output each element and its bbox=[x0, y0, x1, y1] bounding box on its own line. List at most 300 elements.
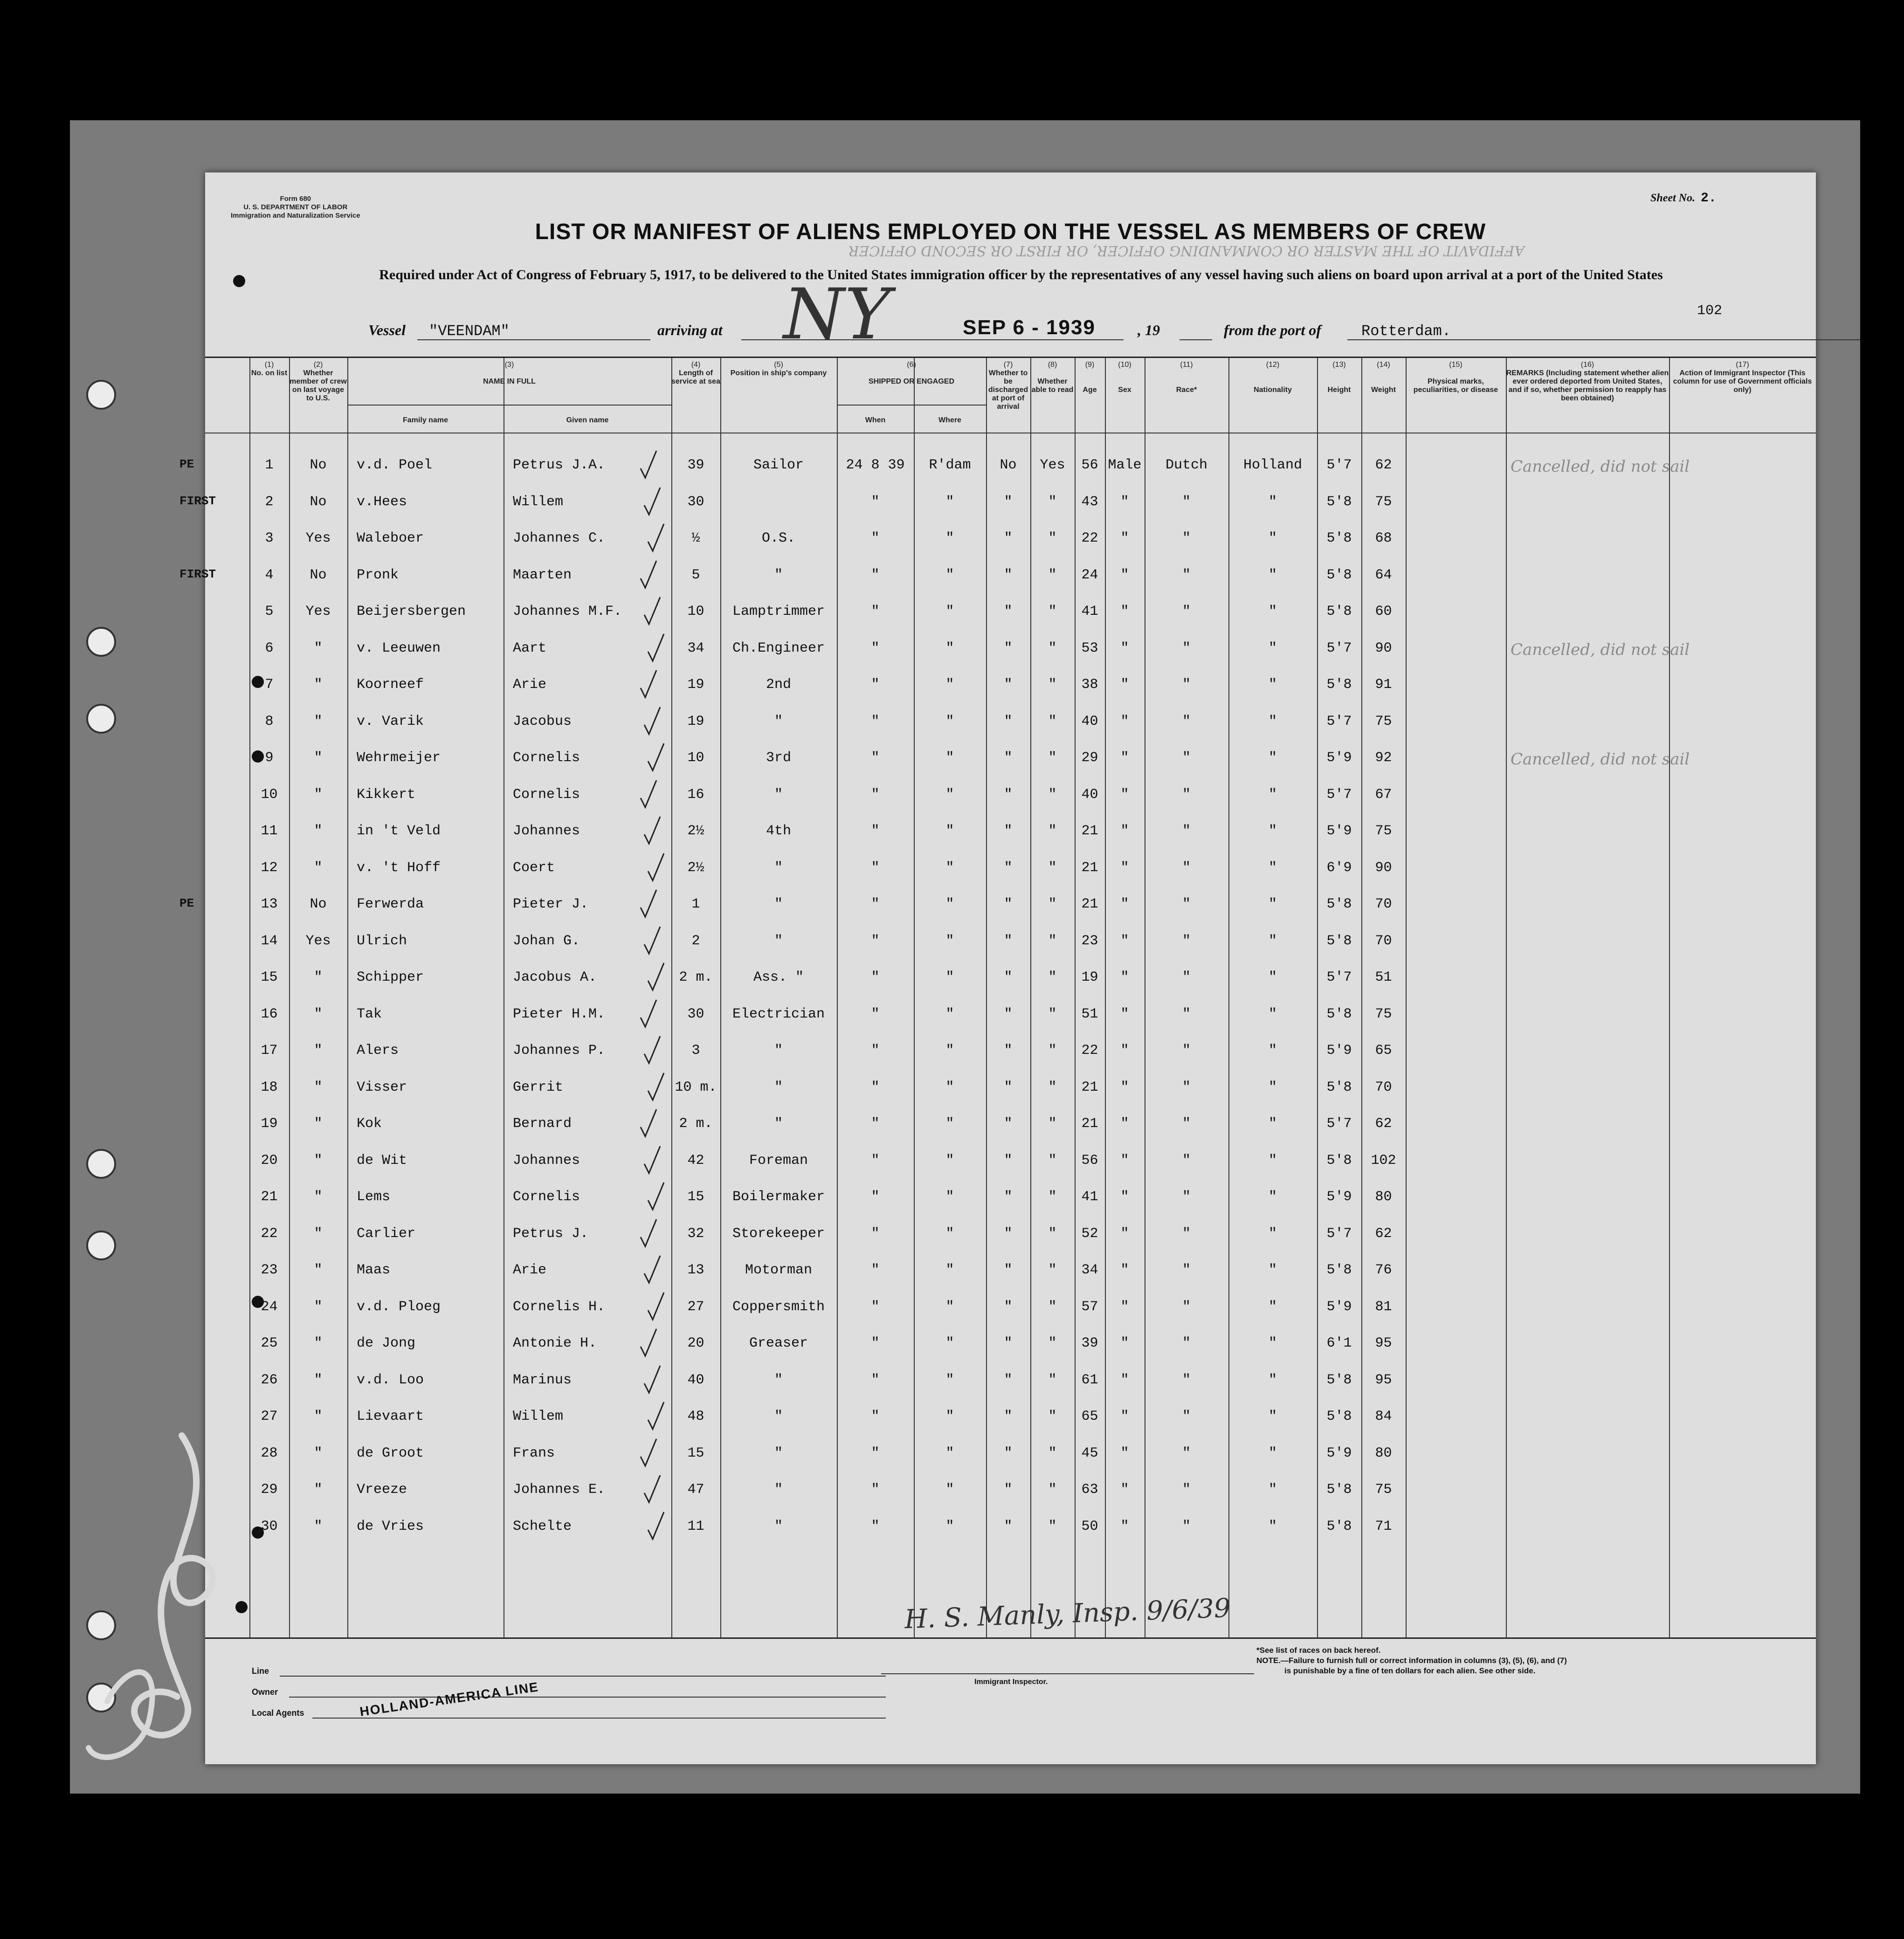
margin-annotation: PE bbox=[179, 896, 194, 910]
cell-service: 15 bbox=[687, 1445, 704, 1461]
cell-discharge: " bbox=[1004, 640, 1013, 656]
cell-discharge: " bbox=[1004, 933, 1013, 949]
cell-position: " bbox=[774, 786, 783, 803]
cell-height: 5'7 bbox=[1326, 1116, 1352, 1132]
cell-nationality: " bbox=[1268, 859, 1277, 876]
cell-service: 42 bbox=[687, 1152, 704, 1169]
checkmark-icon bbox=[639, 559, 657, 591]
cell-discharge: " bbox=[1004, 1043, 1013, 1059]
cell-sex: " bbox=[1120, 859, 1129, 876]
cell-discharge: No bbox=[1000, 457, 1017, 473]
cell-no: 6 bbox=[265, 640, 274, 656]
cell-when: " bbox=[871, 1189, 880, 1205]
cell-age: 29 bbox=[1081, 750, 1098, 766]
cell-when: " bbox=[871, 1043, 880, 1059]
header-col-3: (3) NAME IN FULL bbox=[483, 361, 536, 385]
cell-service: 47 bbox=[687, 1482, 704, 1498]
cell-position: " bbox=[774, 713, 783, 729]
cell-prev: " bbox=[314, 713, 323, 729]
binder-hole bbox=[86, 704, 116, 734]
cell-nationality: " bbox=[1268, 640, 1277, 656]
cell-position: " bbox=[774, 1079, 783, 1095]
cell-weight: 75 bbox=[1375, 823, 1392, 839]
form-department: U. S. DEPARTMENT OF LABOR bbox=[243, 203, 348, 211]
header-col-16: (16) REMARKS (Including statement whether alien ever ordered deported from United States, and if so, whether permission to reapply has been obtained) bbox=[1506, 361, 1669, 402]
cell-when: " bbox=[871, 823, 880, 839]
cell-sex: " bbox=[1120, 494, 1129, 510]
checkmark-icon bbox=[646, 852, 665, 884]
cell-family: Vreeze bbox=[357, 1482, 407, 1498]
header-col-7: (7) Whether to be discharged at port of arrival bbox=[988, 361, 1028, 411]
cell-family: Lievaart bbox=[357, 1409, 424, 1424]
cell-discharge: " bbox=[1004, 750, 1013, 766]
cell-nationality: Holland bbox=[1243, 457, 1303, 473]
cell-race: " bbox=[1182, 640, 1191, 656]
binder-hole bbox=[86, 627, 116, 657]
cell-height: 5'8 bbox=[1326, 1409, 1352, 1424]
table-row bbox=[205, 1510, 1816, 1547]
cell-weight: 62 bbox=[1375, 1225, 1392, 1242]
cell-family: Alers bbox=[357, 1043, 399, 1059]
cell-no: 1 bbox=[265, 457, 274, 473]
cell-prev: " bbox=[314, 786, 323, 803]
form-identifier bbox=[231, 195, 360, 220]
cell-when: " bbox=[871, 896, 880, 912]
cell-remarks: Cancelled, did not sail bbox=[1511, 457, 1690, 476]
table-row bbox=[179, 486, 1816, 522]
footer-note-penalty: NOTE.—Failure to furnish full or correct information in columns (3), (5), (6), and (7) bbox=[1256, 1656, 1567, 1665]
cell-age: 51 bbox=[1081, 1006, 1098, 1022]
cell-weight: 70 bbox=[1375, 896, 1392, 912]
cell-family: Pronk bbox=[357, 567, 399, 583]
checkmark-icon bbox=[646, 742, 665, 774]
cell-given: Antonie H. bbox=[513, 1335, 597, 1351]
cell-sex: " bbox=[1120, 1372, 1129, 1388]
margin-annotation: PE bbox=[179, 457, 194, 471]
cell-when: " bbox=[871, 530, 880, 546]
cell-prev: No bbox=[310, 457, 327, 473]
cell-age: 21 bbox=[1081, 1116, 1098, 1132]
cell-nationality: " bbox=[1268, 1518, 1277, 1534]
cell-where: " bbox=[945, 970, 954, 985]
cell-where: " bbox=[945, 1409, 954, 1424]
cell-discharge: " bbox=[1004, 786, 1013, 803]
cell-no: 8 bbox=[265, 713, 274, 729]
cell-age: 19 bbox=[1081, 970, 1098, 985]
cell-weight: 51 bbox=[1375, 970, 1392, 985]
cell-nationality: " bbox=[1268, 1299, 1277, 1315]
cell-nationality: " bbox=[1268, 933, 1277, 949]
cell-height: 5'7 bbox=[1326, 970, 1352, 985]
cell-when: " bbox=[871, 604, 880, 619]
cell-height: 5'8 bbox=[1326, 530, 1352, 546]
cell-where: " bbox=[945, 677, 954, 693]
cell-sex: " bbox=[1120, 1189, 1129, 1205]
cell-discharge: " bbox=[1004, 1225, 1013, 1242]
cell-given: Cornelis bbox=[513, 786, 580, 803]
table-row bbox=[205, 778, 1816, 815]
cell-race: " bbox=[1182, 1262, 1191, 1278]
cell-when: " bbox=[871, 1335, 880, 1351]
cell-service: 27 bbox=[687, 1299, 704, 1315]
cell-read: Yes bbox=[1040, 457, 1065, 473]
cell-nationality: " bbox=[1268, 567, 1277, 583]
cell-race: " bbox=[1182, 1225, 1191, 1242]
header-col-8: (8) Whether able to read bbox=[1031, 361, 1074, 394]
cell-race: " bbox=[1182, 713, 1191, 729]
cell-sex: " bbox=[1120, 567, 1129, 583]
cell-weight: 95 bbox=[1375, 1372, 1392, 1388]
cell-service: ½ bbox=[691, 530, 700, 546]
cell-sex: " bbox=[1120, 1225, 1129, 1242]
footer-note bbox=[1256, 1645, 1567, 1676]
cell-nationality: " bbox=[1268, 1043, 1277, 1059]
cell-where: " bbox=[945, 567, 954, 583]
cell-race: " bbox=[1182, 494, 1191, 510]
cell-service: 16 bbox=[687, 786, 704, 803]
cell-position: " bbox=[774, 1043, 783, 1059]
cell-race: " bbox=[1182, 1409, 1191, 1424]
cell-nationality: " bbox=[1268, 1262, 1277, 1278]
cell-position: " bbox=[774, 1116, 783, 1132]
header-col-15: (15) Physical marks, peculiarities, or disease bbox=[1413, 361, 1498, 394]
cell-height: 5'9 bbox=[1326, 1189, 1352, 1205]
cell-weight: 92 bbox=[1375, 750, 1392, 766]
cell-weight: 68 bbox=[1375, 530, 1392, 546]
cell-prev: " bbox=[314, 1482, 323, 1498]
cell-family: Ferwerda bbox=[357, 896, 424, 912]
cell-height: 5'8 bbox=[1326, 1262, 1352, 1278]
header-given-name: Given name bbox=[566, 416, 609, 424]
cell-race: " bbox=[1182, 1482, 1191, 1498]
cell-no: 17 bbox=[261, 1043, 278, 1059]
cell-race: " bbox=[1182, 859, 1191, 876]
cell-prev: " bbox=[314, 1335, 323, 1351]
cell-service: 10 bbox=[687, 750, 704, 766]
cell-race: " bbox=[1182, 1372, 1191, 1388]
header-col-6: (6) SHIPPED OR ENGAGED bbox=[868, 361, 955, 385]
cell-position: 3rd bbox=[766, 750, 791, 766]
cell-position: Sailor bbox=[753, 457, 804, 473]
cell-height: 6'1 bbox=[1326, 1335, 1352, 1351]
cell-family: v.d. Poel bbox=[357, 457, 433, 473]
cell-service: 15 bbox=[687, 1189, 704, 1205]
cell-no: 26 bbox=[261, 1372, 278, 1388]
form-number: Form 680 bbox=[280, 195, 311, 203]
cell-discharge: " bbox=[1004, 1152, 1013, 1169]
cell-read: " bbox=[1048, 713, 1057, 729]
cell-height: 5'8 bbox=[1326, 1372, 1352, 1388]
checkmark-icon bbox=[642, 1254, 661, 1286]
checkmark-icon bbox=[642, 1034, 661, 1067]
cell-family: in 't Veld bbox=[357, 823, 441, 839]
cell-discharge: " bbox=[1004, 1299, 1013, 1315]
cell-no: 11 bbox=[261, 823, 278, 839]
cell-prev: No bbox=[310, 494, 327, 510]
cell-height: 5'8 bbox=[1326, 1079, 1352, 1095]
cell-where: " bbox=[945, 1335, 954, 1351]
checkmark-icon bbox=[642, 815, 661, 847]
cell-prev: " bbox=[314, 1189, 323, 1205]
cell-position: " bbox=[774, 567, 783, 583]
cell-race: " bbox=[1182, 677, 1191, 693]
cell-given: Petrus J.A. bbox=[513, 457, 606, 473]
cell-prev: " bbox=[314, 1409, 323, 1424]
cell-position: 2nd bbox=[766, 677, 791, 693]
cell-no: 20 bbox=[261, 1152, 278, 1169]
cell-when: " bbox=[871, 750, 880, 766]
cell-given: Cornelis bbox=[513, 750, 580, 766]
cell-discharge: " bbox=[1004, 494, 1013, 510]
cell-age: 23 bbox=[1081, 933, 1098, 949]
header-col-2: (2) Whether member of crew on last voyage to U.S. bbox=[290, 361, 347, 402]
cell-given: Willem bbox=[513, 494, 564, 510]
cell-age: 34 bbox=[1081, 1262, 1098, 1278]
cell-position: Coppersmith bbox=[732, 1299, 825, 1315]
cell-given: Johannes P. bbox=[513, 1043, 606, 1059]
cell-service: 30 bbox=[687, 1006, 704, 1022]
cell-position: " bbox=[774, 1518, 783, 1534]
inspector-signature: H. S. Manly, Insp. 9/6/39 bbox=[904, 1593, 1231, 1635]
cell-given: Frans bbox=[513, 1445, 555, 1461]
margin-annotation: FIRST bbox=[179, 567, 216, 581]
cell-nationality: " bbox=[1268, 1409, 1277, 1424]
cell-age: 21 bbox=[1081, 1079, 1098, 1095]
cell-no: 21 bbox=[261, 1189, 278, 1205]
cell-given: Bernard bbox=[513, 1116, 572, 1132]
cell-no: 7 bbox=[265, 677, 274, 693]
cell-no: 10 bbox=[261, 786, 278, 803]
cell-discharge: " bbox=[1004, 1079, 1013, 1095]
cell-given: Cornelis H. bbox=[513, 1299, 606, 1315]
cell-service: 19 bbox=[687, 677, 704, 693]
cell-weight: 90 bbox=[1375, 640, 1392, 656]
cell-age: 22 bbox=[1081, 530, 1098, 546]
cell-race: " bbox=[1182, 1189, 1191, 1205]
cell-when: " bbox=[871, 1152, 880, 1169]
cell-sex: " bbox=[1120, 1445, 1129, 1461]
cell-read: " bbox=[1048, 604, 1057, 619]
cell-prev: " bbox=[314, 1225, 323, 1242]
header-where: Where bbox=[938, 416, 961, 424]
cell-service: 2 m. bbox=[679, 970, 713, 985]
cell-given: Arie bbox=[513, 677, 547, 693]
cell-position: " bbox=[774, 1445, 783, 1461]
cell-age: 57 bbox=[1081, 1299, 1098, 1315]
cell-read: " bbox=[1048, 1409, 1057, 1424]
cell-position: Lamptrimmer bbox=[732, 604, 825, 619]
cell-service: 2 bbox=[691, 933, 700, 949]
cell-race: " bbox=[1182, 530, 1191, 546]
cell-height: 5'8 bbox=[1326, 1006, 1352, 1022]
cell-given: Willem bbox=[513, 1409, 564, 1424]
cell-no: 29 bbox=[261, 1482, 278, 1498]
cell-age: 38 bbox=[1081, 677, 1098, 693]
cell-family: Wehrmeijer bbox=[357, 750, 441, 766]
cell-family: Maas bbox=[357, 1262, 391, 1278]
cell-service: 3 bbox=[691, 1043, 700, 1059]
cell-given: Pieter H.M. bbox=[513, 1006, 606, 1022]
cell-age: 61 bbox=[1081, 1372, 1098, 1388]
cell-height: 5'7 bbox=[1326, 1225, 1352, 1242]
cell-when: " bbox=[871, 1225, 880, 1242]
cell-read: " bbox=[1048, 567, 1057, 583]
cell-no: 16 bbox=[261, 1006, 278, 1022]
cell-family: Kok bbox=[357, 1116, 382, 1132]
cell-race: " bbox=[1182, 970, 1191, 985]
cell-prev: " bbox=[314, 1299, 323, 1315]
cell-age: 40 bbox=[1081, 713, 1098, 729]
cell-where: " bbox=[945, 1152, 954, 1169]
cell-when: " bbox=[871, 713, 880, 729]
cell-sex: " bbox=[1120, 640, 1129, 656]
crew-table bbox=[179, 357, 1816, 1639]
cell-age: 40 bbox=[1081, 786, 1098, 803]
cell-position: 4th bbox=[766, 823, 791, 839]
cell-height: 5'9 bbox=[1326, 750, 1352, 766]
cell-sex: " bbox=[1120, 1482, 1129, 1498]
cell-weight: 76 bbox=[1375, 1262, 1392, 1278]
cell-no: 14 bbox=[261, 933, 278, 949]
cell-height: 5'7 bbox=[1326, 640, 1352, 656]
table-row bbox=[205, 815, 1816, 851]
binder-hole bbox=[86, 1149, 116, 1179]
cell-where: " bbox=[945, 1079, 954, 1095]
cell-family: de Groot bbox=[357, 1445, 424, 1461]
cell-nationality: " bbox=[1268, 494, 1277, 510]
cell-given: Marinus bbox=[513, 1372, 572, 1388]
cell-weight: 80 bbox=[1375, 1189, 1392, 1205]
table-row bbox=[205, 925, 1816, 961]
cell-family: v. Leeuwen bbox=[357, 640, 441, 656]
cell-height: 5'9 bbox=[1326, 1043, 1352, 1059]
table-row bbox=[205, 595, 1816, 632]
cell-remarks: Cancelled, did not sail bbox=[1511, 750, 1690, 769]
cell-no: 9 bbox=[265, 750, 274, 766]
table-row bbox=[205, 1181, 1816, 1217]
year-label: , 19 bbox=[1138, 322, 1160, 338]
vessel-label: Vessel bbox=[368, 322, 406, 338]
checkmark-icon bbox=[639, 668, 657, 701]
cell-discharge: " bbox=[1004, 1409, 1013, 1424]
cell-given: Petrus J. bbox=[513, 1225, 589, 1242]
cell-where: " bbox=[945, 1262, 954, 1278]
cell-race: " bbox=[1182, 1116, 1191, 1132]
cell-sex: " bbox=[1120, 1116, 1129, 1132]
cell-no: 12 bbox=[261, 859, 278, 876]
cell-given: Jacobus bbox=[513, 713, 572, 729]
cell-age: 43 bbox=[1081, 494, 1098, 510]
cell-read: " bbox=[1048, 1482, 1057, 1498]
cell-nationality: " bbox=[1268, 1152, 1277, 1169]
checkmark-icon bbox=[642, 925, 661, 957]
cell-prev: " bbox=[314, 750, 323, 766]
cell-height: 5'8 bbox=[1326, 933, 1352, 949]
cell-when: " bbox=[871, 933, 880, 949]
cell-nationality: " bbox=[1268, 677, 1277, 693]
cell-age: 53 bbox=[1081, 640, 1098, 656]
cell-family: Carlier bbox=[357, 1225, 416, 1242]
cell-age: 41 bbox=[1081, 604, 1098, 619]
cell-weight: 75 bbox=[1375, 1482, 1392, 1498]
cell-nationality: " bbox=[1268, 1225, 1277, 1242]
cell-sex: " bbox=[1120, 750, 1129, 766]
cell-when: " bbox=[871, 1299, 880, 1315]
header-family-name: Family name bbox=[403, 416, 448, 424]
cell-nationality: " bbox=[1268, 604, 1277, 619]
checkmark-icon bbox=[639, 1107, 657, 1140]
cell-read: " bbox=[1048, 1262, 1057, 1278]
cell-when: " bbox=[871, 494, 880, 510]
cell-no: 15 bbox=[261, 970, 278, 985]
cell-position: Greaser bbox=[749, 1335, 808, 1351]
cell-family: Kikkert bbox=[357, 786, 416, 803]
arriving-label: arriving at bbox=[657, 322, 723, 338]
cell-no: 22 bbox=[261, 1225, 278, 1242]
cell-prev: " bbox=[314, 859, 323, 876]
checkmark-icon bbox=[642, 705, 661, 738]
cell-no: 4 bbox=[265, 567, 274, 583]
cell-where: " bbox=[945, 1116, 954, 1132]
cell-prev: " bbox=[314, 640, 323, 656]
cell-no: 2 bbox=[265, 494, 274, 510]
punch-bullet bbox=[233, 275, 245, 287]
cell-family: v. 't Hoff bbox=[357, 859, 441, 876]
local-agents-label: Local Agents bbox=[252, 1708, 304, 1718]
table-row bbox=[205, 705, 1816, 742]
cell-where: " bbox=[945, 1225, 954, 1242]
header-col-12: (12) Nationality bbox=[1254, 361, 1292, 394]
checkmark-icon bbox=[642, 595, 661, 628]
cell-age: 39 bbox=[1081, 1335, 1098, 1351]
checkmark-icon bbox=[642, 486, 661, 518]
cell-height: 5'7 bbox=[1326, 457, 1352, 473]
cell-read: " bbox=[1048, 1335, 1057, 1351]
cell-weight: 75 bbox=[1375, 713, 1392, 729]
cell-race: " bbox=[1182, 823, 1191, 839]
table-row bbox=[205, 852, 1816, 888]
cell-age: 65 bbox=[1081, 1409, 1098, 1424]
cell-discharge: " bbox=[1004, 1006, 1013, 1022]
checkmark-icon bbox=[639, 1327, 657, 1360]
cell-family: Lems bbox=[357, 1189, 391, 1205]
cell-discharge: " bbox=[1004, 567, 1013, 583]
cell-nationality: " bbox=[1268, 1079, 1277, 1095]
cell-sex: " bbox=[1120, 933, 1129, 949]
cell-weight: 70 bbox=[1375, 933, 1392, 949]
cell-weight: 70 bbox=[1375, 1079, 1392, 1095]
cell-given: Gerrit bbox=[513, 1079, 564, 1095]
cell-sex: " bbox=[1120, 896, 1129, 912]
table-row bbox=[205, 1254, 1816, 1290]
cell-read: " bbox=[1048, 823, 1057, 839]
cell-read: " bbox=[1048, 1006, 1057, 1022]
cell-position: " bbox=[774, 896, 783, 912]
cell-weight: 95 bbox=[1375, 1335, 1392, 1351]
cell-height: 5'8 bbox=[1326, 494, 1352, 510]
cell-race: " bbox=[1182, 1079, 1191, 1095]
cell-read: " bbox=[1048, 1518, 1057, 1534]
cell-prev: " bbox=[314, 1043, 323, 1059]
cell-discharge: " bbox=[1004, 677, 1013, 693]
cell-nationality: " bbox=[1268, 1482, 1277, 1498]
cell-race: " bbox=[1182, 1445, 1191, 1461]
margin-annotation: FIRST bbox=[179, 494, 216, 508]
cell-sex: " bbox=[1120, 1335, 1129, 1351]
header-col-5: (5) Position in ship's company bbox=[730, 361, 827, 377]
cell-where: " bbox=[945, 750, 954, 766]
cell-where: " bbox=[945, 786, 954, 803]
